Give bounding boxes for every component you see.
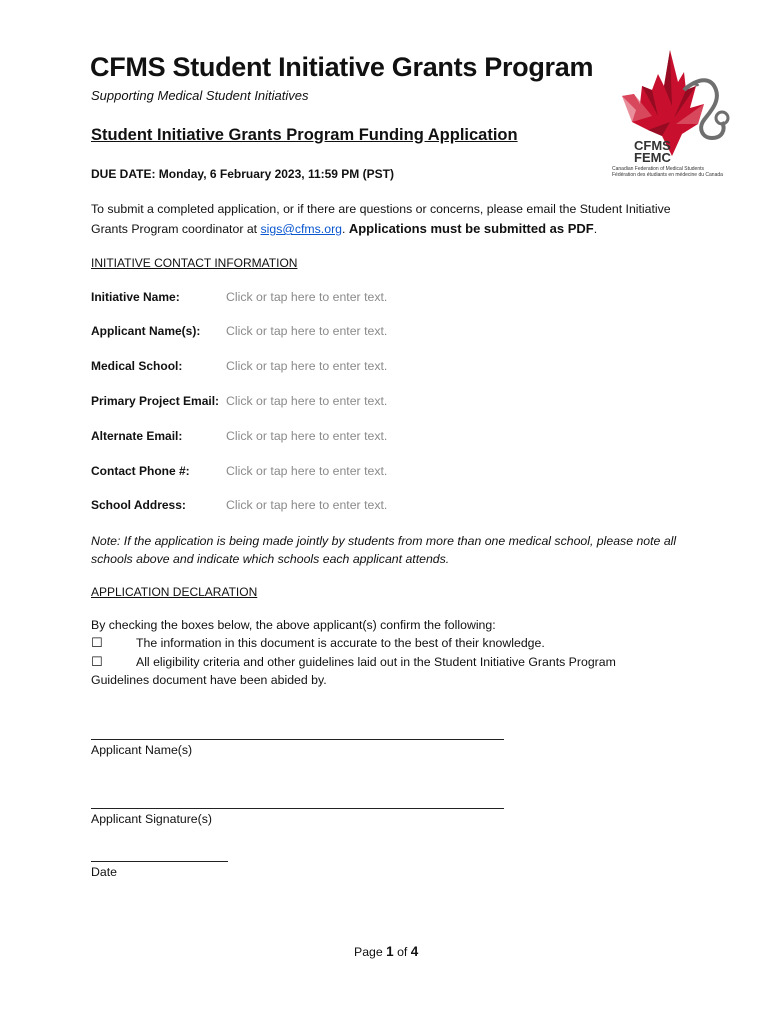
logo-tagline-en: Canadian Federation of Medical Students [612,166,705,172]
applicant-names-field[interactable]: Click or tap here to enter text. [226,324,388,338]
alternate-email-field[interactable]: Click or tap here to enter text. [226,429,388,443]
due-date: DUE DATE: Monday, 6 February 2023, 11:59 PM (PST) [91,167,394,181]
guidelines-checkbox-label: All eligibility criteria and other guidelines laid out in the Student Initiative Grants Program [136,655,616,669]
cfms-logo [612,46,732,182]
instructions-separator: . [342,222,349,236]
declaration-intro: By checking the boxes below, the above applicant(s) confirm the following: [91,618,496,632]
pdf-requirement: Applications must be submitted as PDF [348,221,594,236]
applicant-signature-line[interactable] [91,808,504,809]
page-word: Page [354,945,387,959]
logo-tagline-fr: Fédération des étudiants en médecine du Canada [612,172,723,178]
date-label: Date [91,865,117,879]
primary-email-label: Primary Project Email: [91,394,220,408]
guidelines-checkbox[interactable]: ☐ [91,654,103,669]
page-current: 1 [386,944,394,959]
page-total: 4 [410,944,419,959]
form-heading: Student Initiative Grants Program Funding Application [91,126,518,144]
contact-phone-label: Contact Phone #: [91,464,190,478]
initiative-name-field[interactable]: Click or tap here to enter text. [226,290,388,304]
applicant-name-label: Applicant Name(s) [91,743,193,757]
email-link[interactable]: sigs@cfms.org [260,222,342,236]
applicant-name-line[interactable] [91,739,504,740]
medical-school-field[interactable]: Click or tap here to enter text. [226,359,388,373]
logo-name-line2: FEMC [634,150,671,165]
of-word: of [393,945,411,959]
instructions-text: To submit a completed application, or if there are questions or concerns, please email the Student Initiative Grants Program coordinator at [91,202,671,236]
page-number [354,944,418,959]
school-address-field[interactable]: Click or tap here to enter text. [226,498,388,512]
declaration-section-title: APPLICATION DECLARATION [91,585,258,599]
initiative-name-label: Initiative Name: [91,290,180,304]
applicant-names-label: Applicant Name(s): [91,324,201,338]
alternate-email-label: Alternate Email: [91,429,183,443]
applicant-signature-label: Applicant Signature(s) [91,812,212,826]
contact-section-title: INITIATIVE CONTACT INFORMATION [91,256,298,270]
accuracy-checkbox-label: The information in this document is accurate to the best of their knowledge. [136,636,545,650]
accuracy-checkbox[interactable]: ☐ [91,635,103,650]
instructions-paragraph [91,200,691,239]
maple-leaf-stethoscope-icon [612,46,732,182]
contact-phone-field[interactable]: Click or tap here to enter text. [226,464,388,478]
school-address-label: School Address: [91,498,186,512]
medical-school-label: Medical School: [91,359,183,373]
logo-name-line1: CFMS [634,138,671,153]
instructions-end: . [593,222,598,236]
date-line[interactable] [91,861,228,862]
guidelines-checkbox-label-cont: Guidelines document have been abided by. [91,673,327,687]
page-title: CFMS Student Initiative Grants Program [90,52,594,82]
joint-application-note: Note: If the application is being made jointly by students from more than one medical school, please note all schools above and indicate which schools each applicant attends. [91,534,677,566]
page-subtitle: Supporting Medical Student Initiatives [91,88,309,103]
primary-email-field[interactable]: Click or tap here to enter text. [226,394,388,408]
